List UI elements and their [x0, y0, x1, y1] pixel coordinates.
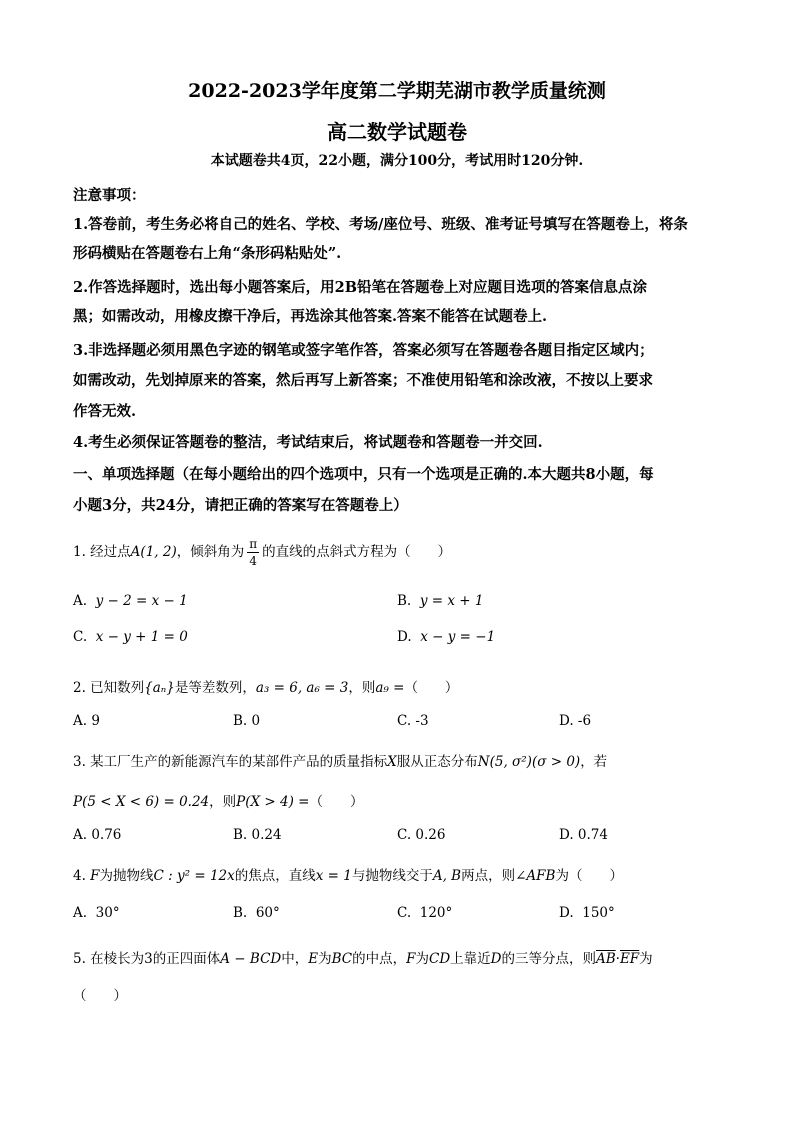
exam-subtitle: 高二数学试题卷 — [327, 120, 467, 144]
section-heading: 一、单项选择题（在每小题给出的四个选项中，只有一个选项是正确的.本大题共8小题，每 — [73, 466, 654, 483]
q4-parabola: C : y² = 12x — [153, 868, 235, 884]
option-label: D. — [397, 629, 412, 645]
q5-point-d: D — [490, 951, 502, 967]
q1-mid: ，倾斜角为 — [176, 544, 245, 560]
q4-text: 与抛物线交于 — [351, 868, 433, 884]
q3-text: 服从正态分布 — [396, 754, 478, 770]
q3-text: （ ） — [309, 794, 364, 810]
q1-option-b — [397, 593, 483, 609]
option-text: 120° — [419, 905, 453, 921]
q1-fraction — [247, 538, 259, 567]
notice-line: 黑；如需改动，用橡皮擦干净后，再选涂其他答案.答案不能答在试题卷上. — [73, 308, 548, 325]
q3-variable: X — [387, 754, 397, 770]
q3-ask: P(X > 4) = — [236, 794, 310, 810]
option-text: y = x + 1 — [419, 593, 484, 609]
question-3-stem — [73, 750, 607, 770]
question-5-answer-blank: （ ） — [73, 988, 127, 1004]
q4-text: 为抛物线 — [99, 868, 154, 884]
q1-option-c — [73, 629, 188, 645]
question-4-stem — [73, 864, 623, 884]
question-2-stem — [73, 676, 458, 696]
q5-text: 为 — [318, 951, 332, 967]
option-text: 150° — [582, 905, 615, 921]
q5-text: 5. 在棱长为3的正四面体 — [73, 951, 221, 967]
q4-points: A, B — [432, 868, 462, 884]
q5-edge-cd: CD — [428, 951, 451, 967]
q2-text: ，则 — [348, 680, 376, 696]
option-text: 30° — [95, 905, 120, 921]
q2-ask: a₉ = — [375, 680, 405, 696]
q2-condition: a₃ = 6, a₆ = 3 — [255, 680, 349, 696]
q5-point-f: F — [406, 951, 416, 967]
exam-title: 2022-2023学年度第二学期芜湖市教学质量统测 — [188, 80, 606, 102]
q2-text: 是等差数列， — [174, 680, 256, 696]
option-text: x − y + 1 = 0 — [95, 629, 188, 645]
q5-text: 中， — [281, 951, 309, 967]
option-label: D. — [559, 905, 574, 921]
q2-text: 2. 已知数列 — [73, 680, 145, 696]
q3-option-d: D. 0.74 — [559, 827, 608, 843]
q5-text: 为 — [415, 951, 429, 967]
q1-point: A(1, 2) — [130, 544, 177, 560]
q4-text: 4. — [73, 868, 91, 884]
question-5-stem — [73, 947, 653, 967]
question-1-stem — [73, 538, 451, 567]
q2-option-a: A. 9 — [73, 713, 100, 729]
q5-dot: · — [615, 951, 620, 967]
q4-focus: F — [90, 868, 100, 884]
q1-suffix: 的直线的点斜式方程为（ ） — [262, 544, 452, 560]
option-label: C. — [73, 629, 88, 645]
q1-frac-num: π — [249, 537, 258, 551]
option-label: A. — [73, 905, 88, 921]
option-label: A. — [73, 593, 88, 609]
q2-option-b: B. 0 — [233, 713, 261, 729]
question-3-stem-cont — [73, 790, 363, 810]
notice-line: 如需改动，先划掉原来的答案，然后再写上新答案；不准使用铅笔和涂改液，不按以上要求 — [73, 372, 653, 389]
q3-text: 3. 某工厂生产的新能源汽车的某部件产品的质量指标 — [73, 754, 388, 770]
q3-option-c: C. 0.26 — [397, 827, 446, 843]
q2-option-d: D. -6 — [559, 713, 592, 729]
notice-line: 4.考生必须保证答题卷的整洁，考试结束后，将试题卷和答题卷一并交回. — [73, 434, 543, 451]
q5-text: 上靠近 — [450, 951, 491, 967]
q5-edge-bc: BC — [331, 951, 353, 967]
q5-text: 的中点， — [352, 951, 407, 967]
q4-angle: ∠AFB — [515, 868, 556, 884]
q3-probability: P(5 < X < 6) = 0.24 — [73, 794, 210, 810]
notice-line: 形码横贴在答题卷右上角“条形码粘贴处”. — [73, 245, 342, 262]
notice-line: 作答无效. — [73, 403, 137, 420]
option-label: B. — [233, 905, 248, 921]
q4-text: 为（ ） — [555, 868, 623, 884]
q4-option-b — [233, 905, 280, 921]
q3-option-b: B. 0.24 — [233, 827, 282, 843]
q2-sequence: {aₙ} — [144, 680, 175, 696]
q4-option-c — [397, 905, 452, 921]
q3-text: ，若 — [580, 754, 608, 770]
notice-heading: 注意事项： — [73, 187, 146, 204]
q4-text: 两点，则 — [461, 868, 516, 884]
q3-distribution: N(5, σ²)(σ > 0) — [477, 754, 581, 770]
notice-line: 2.作答选择题时，选出每小题答案后，用2B铅笔在答题卷上对应题目选项的答案信息点涂 — [73, 279, 647, 296]
q5-solid: A − BCD — [220, 951, 282, 967]
q4-option-d — [559, 905, 615, 921]
section-heading-cont: 小题3分，共24分，请把正确的答案写在答题卷上） — [73, 497, 408, 514]
q1-prefix: 1. 经过点 — [73, 544, 131, 560]
q5-text: 的三等分点，则 — [501, 951, 596, 967]
q1-option-a — [73, 593, 188, 609]
option-label: C. — [397, 905, 412, 921]
option-text: y − 2 = x − 1 — [95, 593, 188, 609]
q3-option-a: A. 0.76 — [73, 827, 122, 843]
q2-text: （ ） — [404, 680, 459, 696]
q5-vector-ab: $\overline{AB}$ — [595, 951, 616, 967]
option-text: x − y = −1 — [420, 629, 496, 645]
option-text: 60° — [255, 905, 280, 921]
q1-frac-den: 4 — [249, 554, 257, 568]
q5-text: 为 — [639, 951, 653, 967]
q5-point-e: E — [308, 951, 319, 967]
q5-vector-ef: $\overline{EF}$ — [619, 951, 640, 967]
q1-option-d — [397, 629, 495, 645]
notice-line: 1.答卷前，考生务必将自己的姓名、学校、考场/座位号、班级、准考证号填写在答题卷上，将条 — [73, 216, 688, 233]
q4-line: x = 1 — [315, 868, 352, 884]
q4-option-a — [73, 905, 120, 921]
q4-text: 的焦点，直线 — [234, 868, 316, 884]
exam-info: 本试题卷共4页，22小题，满分100分，考试用时120分钟. — [210, 153, 584, 169]
q3-text: ，则 — [209, 794, 237, 810]
q2-option-c: C. -3 — [397, 713, 429, 729]
option-label: B. — [397, 593, 412, 609]
notice-line: 3.非选择题必须用黑色字迹的钢笔或签字笔作答，答案必须写在答题卷各题目指定区域内； — [73, 342, 654, 359]
